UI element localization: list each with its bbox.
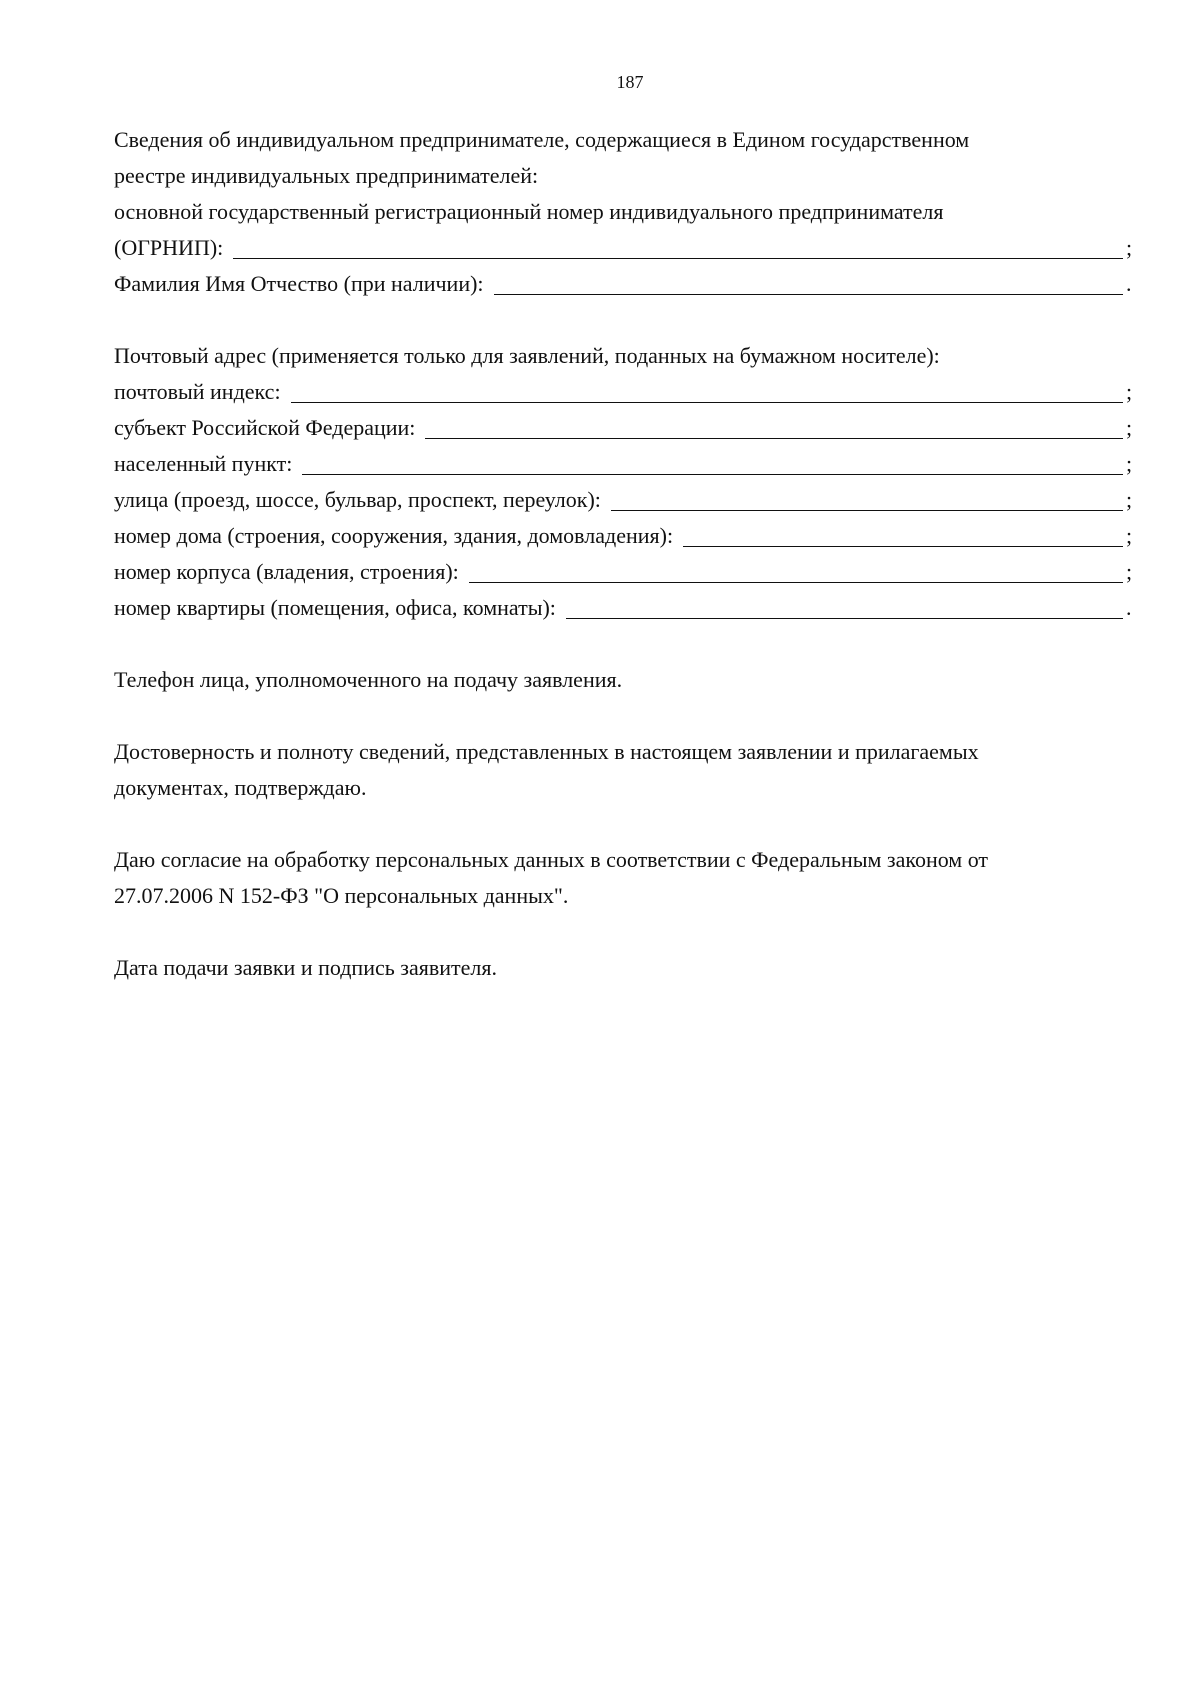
address-field-street: [114, 482, 1138, 518]
address-field-end-mark: ;: [1126, 559, 1133, 584]
spacer: [114, 698, 1138, 734]
address-field-apartment: [114, 590, 1138, 626]
address-field-end-mark: ;: [1126, 451, 1133, 476]
address-field-end-mark: ;: [1126, 415, 1133, 440]
address-heading: Почтовый адрес (применяется только для заявлений, поданных на бумажном носителе):: [114, 343, 940, 368]
consent-line-1: Даю согласие на обработку персональных данных в соответствии с Федеральным законом от: [114, 847, 989, 872]
house-blank-line[interactable]: [683, 524, 1123, 547]
address-field-region: [114, 410, 1138, 446]
address-field-end-mark: ;: [1126, 487, 1133, 512]
address-field-label: номер корпуса (владения, строения):: [114, 559, 459, 584]
postal-index-blank-line[interactable]: [291, 380, 1123, 403]
address-field-postal-index: [114, 374, 1138, 410]
region-blank-line[interactable]: [425, 416, 1123, 439]
ip-intro-line-1: Сведения об индивидуальном предпринимателе, содержащиеся в Едином государственном: [114, 127, 970, 152]
address-field-locality: [114, 446, 1138, 482]
address-field-label: почтовый индекс:: [114, 379, 281, 404]
fio-field: [114, 266, 1138, 302]
apartment-blank-line[interactable]: [566, 596, 1123, 619]
confirmation-line-1: Достоверность и полноту сведений, представленных в настоящем заявлении и прилагаемых: [114, 739, 979, 764]
confirmation-line-2: документах, подтверждаю.: [114, 775, 367, 800]
ip-intro-line-2: реестре индивидуальных предпринимателей:: [114, 163, 539, 188]
address-field-end-mark: ;: [1126, 523, 1133, 548]
address-field-building: [114, 554, 1138, 590]
fio-blank-line[interactable]: [494, 272, 1123, 295]
spacer: [114, 302, 1138, 338]
address-field-house: [114, 518, 1138, 554]
consent-line-2: 27.07.2006 N 152-ФЗ "О персональных данных".: [114, 883, 569, 908]
ogrnip-end-mark: ;: [1126, 235, 1133, 260]
address-field-label: населенный пункт:: [114, 451, 293, 476]
address-field-label: номер квартиры (помещения, офиса, комнаты):: [114, 595, 556, 620]
fio-end-mark: .: [1126, 271, 1132, 296]
building-blank-line[interactable]: [469, 560, 1123, 583]
phone-text: Телефон лица, уполномоченного на подачу заявления.: [114, 667, 623, 692]
address-field-label: субъект Российской Федерации:: [114, 415, 416, 440]
form-content: [114, 122, 1138, 986]
ogrnip-description: основной государственный регистрационный номер индивидуального предпринимателя: [114, 199, 944, 224]
address-field-end-mark: .: [1126, 595, 1132, 620]
ogrnip-blank-line[interactable]: [233, 236, 1123, 259]
ogrnip-label: (ОГРНИП):: [114, 235, 224, 260]
ogrnip-field: [114, 230, 1138, 266]
fio-label: Фамилия Имя Отчество (при наличии):: [114, 271, 484, 296]
spacer: [114, 806, 1138, 842]
page-number: 187: [616, 72, 644, 92]
date-signature-text: Дата подачи заявки и подпись заявителя.: [114, 955, 497, 980]
spacer: [114, 626, 1138, 662]
address-field-label: улица (проезд, шоссе, бульвар, проспект, переулок):: [114, 487, 601, 512]
street-blank-line[interactable]: [611, 488, 1123, 511]
locality-blank-line[interactable]: [302, 452, 1123, 475]
address-field-label: номер дома (строения, сооружения, здания, домовладения):: [114, 523, 674, 548]
spacer: [114, 914, 1138, 950]
address-field-end-mark: ;: [1126, 379, 1133, 404]
